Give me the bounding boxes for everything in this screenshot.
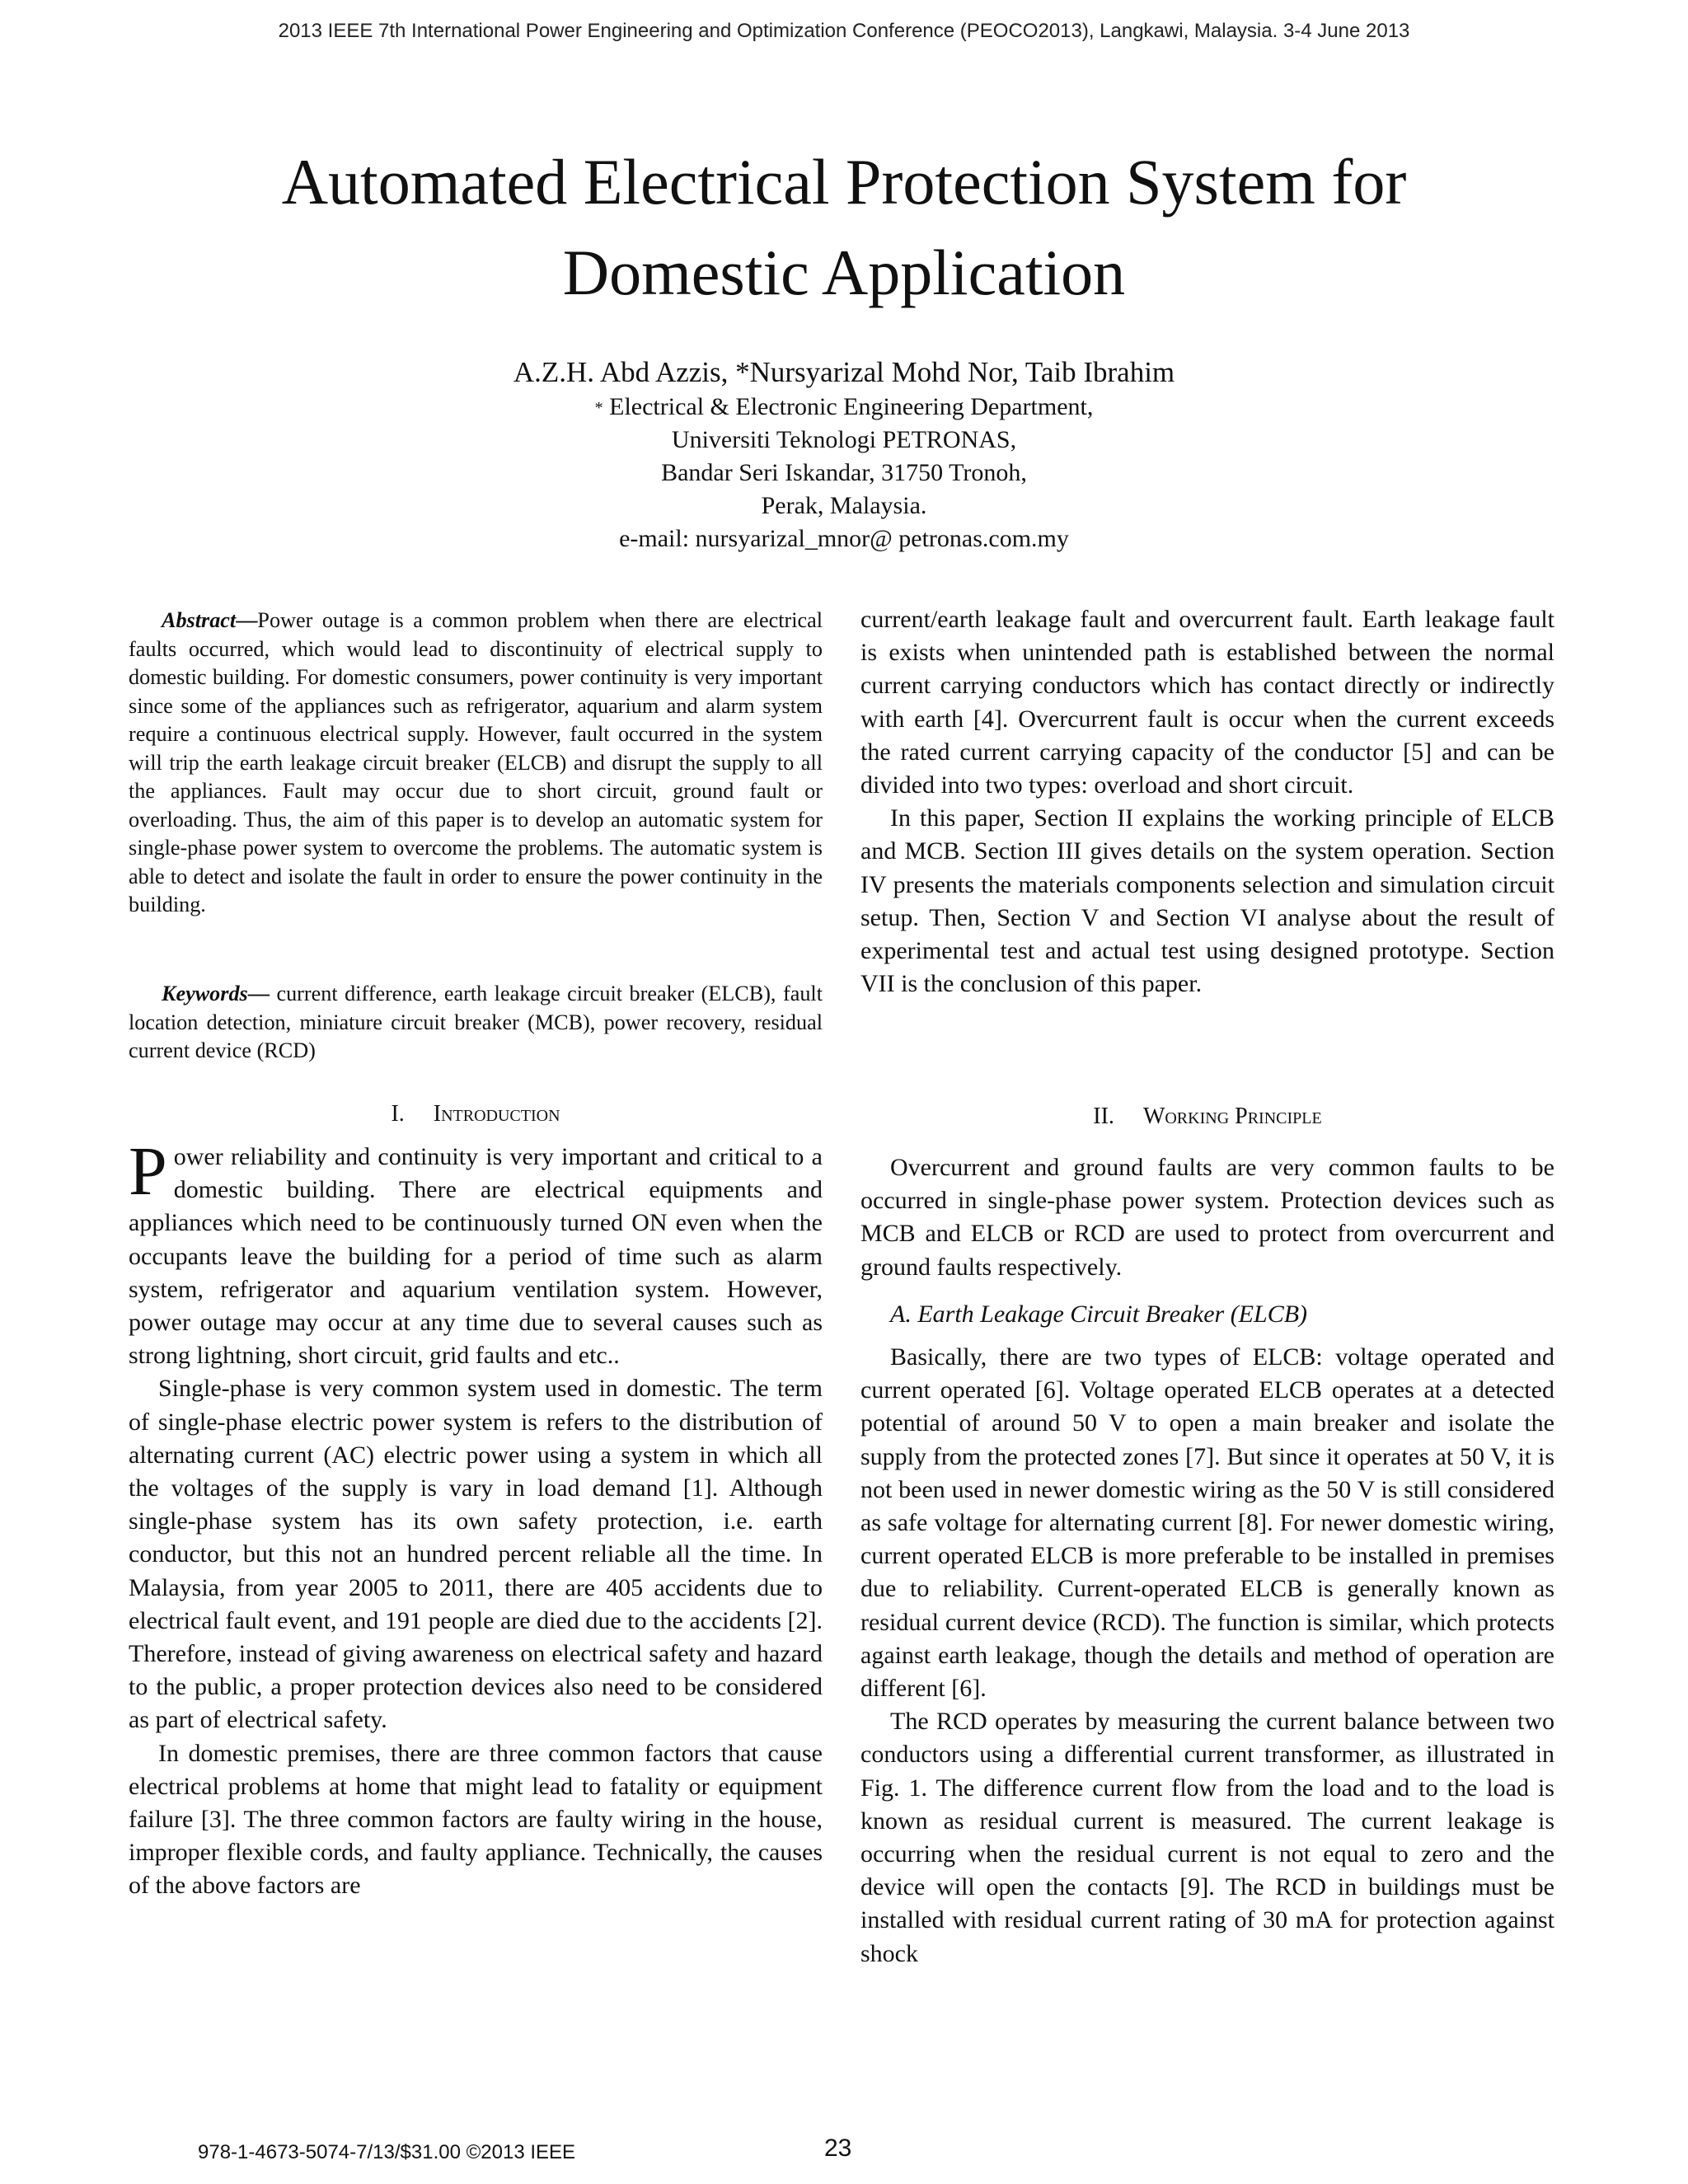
drop-cap: P — [129, 1133, 167, 1210]
paper-title-line-2: Domestic Application — [562, 237, 1126, 308]
outline-paragraph: In this paper, Section II explains the working principle of ELCB and MCB. Section III gives details on the system operation. Section IV presents the materials components selection and simulation circuit setup. Then, Section V and Section VI analyse about the result of experimental test and actual test using designed prototype. Section VII is the conclusion of this paper. — [860, 804, 1554, 998]
section-2-body — [860, 1341, 1554, 1971]
elcb-paragraph-2: The RCD operates by measuring the current balance between two conductors using a differential current transformer, as illustrated in Fig. 1. The difference current flow from the load and to the load is known as residual current is measured. The current leakage is occurring when the residual current is not equal to zero and the device will open the contacts [9]. The RCD in buildings must be installed with residual current rating of 30 mA for protection against shock — [860, 1708, 1554, 1967]
affiliation-state: Perak, Malaysia. — [761, 492, 927, 519]
keywords-text: current difference, earth leakage circuit breaker (ELCB), fault location detection, miniature circuit breaker (MCB), power recovery, residual current device (RCD) — [129, 982, 823, 1062]
intro-paragraph-2: Single-phase is very common system used in domestic. The term of single-phase electric power system is refers to the distribution of alternating current (AC) electric power using a system in which all the voltages of the supply is vary in load demand [1]. Although single-phase system has its own safety protection, i.e. earth conductor, but this not an hundred percent reliable all the time. In Malaysia, from year 2005 to 2011, there are 405 accidents due to electrical fault event, and 191 people are died due to the accidents [2]. Therefore, instead of giving awareness on electrical safety and hazard to the public, a proper protection devices also need to be considered as part of electrical safety. — [129, 1375, 823, 1734]
section-2-heading: II. Working Principle — [1093, 1104, 1322, 1129]
elcb-paragraph-1: Basically, there are two types of ELCB: voltage operated and current operated [6]. Voltage operated ELCB operates at a detected potential of around 50 V to open a main breaker and isolate the supply from the protected zones [7]. But since it operates at 50 V, it is not been used in newer domestic wiring as the 50 V is still considered as safe voltage for alternating current [8]. For newer domestic wiring, current operated ELCB is more preferable to be installed in premises due to reliability. Current-operated ELCB is generally known as residual current device (RCD). The function is similar, which protects against earth leakage, though the details and method of operation are different [6]. — [860, 1343, 1554, 1703]
intro-paragraph-3: In domestic premises, there are three common factors that cause electrical problems at home that might lead to fatality or equipment failure [3]. The three common factors are faulty wiring in the house, improper flexible cords, and faulty appliance. Technically, the causes of the above factors are — [129, 1739, 823, 1900]
abstract-label: Abstract — [162, 608, 237, 632]
section-1-heading: I. Introduction — [391, 1101, 560, 1127]
keywords: Keywords— current difference, earth leakage circuit breaker (ELCB), fault location detection, miniature circuit breaker (MCB), power recovery, residual current device (RCD) — [129, 982, 823, 1062]
abstract: Abstract—Power outage is a common problem when there are electrical faults occurred, which would lead to discontinuity of electrical supply to domestic building. For domestic consumers, power continuity is very important since some of the appliances such as refrigerator, aquarium and alarm system require a continuous electrical supply. However, fault occurred in the system will trip the earth leakage circuit breaker (ELCB) and disrupt the supply to all the appliances. Fault may occur due to short circuit, ground fault or overloading. Thus, the aim of this paper is to develop an automatic system for single-phase power system to overcome the problems. The automatic system is able to detect and isolate the fault in order to ensure the power continuity in the building. — [129, 608, 823, 916]
keywords-label: Keywords — [162, 982, 248, 1005]
affiliation-department: * Electrical & Electronic Engineering Department, — [594, 393, 1094, 420]
page-number: 23 — [824, 2135, 852, 2162]
paper-title-line-1: Automated Electrical Protection System for — [281, 146, 1407, 218]
intro-paragraph-1: Power reliability and continuity is very important and critical to a domestic building. There are electrical equipments and appliances which need to be continuously turned ON even when the occupants leave the building for a period of time such as alarm system, refrigerator and aquarium ventilation system. However, power outage may occur at any time due to several causes such as strong lightning, short circuit, grid faults and etc.. — [129, 1133, 823, 1370]
right-column-top — [860, 603, 1554, 1001]
abstract-text: Power outage is a common problem when there are electrical faults occurred, which would lead to discontinuity of electrical supply to domestic building. For domestic consumers, power continuity is very important since some of the appliances such as refrigerator, aquarium and alarm system require a continuous electrical supply. However, fault occurred in the system will trip the earth leakage circuit breaker (ELCB) and disrupt the supply to all the appliances. Fault may occur due to short circuit, ground fault or overloading. Thus, the aim of this paper is to develop an automatic system for single-phase power system to overcome the problems. The automatic system is able to detect and isolate the fault in order to ensure the power continuity in the building. — [129, 608, 823, 916]
affiliation-university: Universiti Teknologi PETRONAS, — [671, 426, 1017, 453]
section-2-intro — [860, 1151, 1554, 1284]
affiliation-marker: * — [594, 399, 603, 417]
conference-header: 2013 IEEE 7th International Power Engineering and Optimization Conference (PEOCO2013), Langkawi, Malaysia. 3-4 June 2013 — [278, 20, 1410, 42]
subsection-a-heading: A. Earth Leakage Circuit Breaker (ELCB) — [890, 1301, 1308, 1328]
affiliation-address: Bandar Seri Iskandar, 31750 Tronoh, — [661, 459, 1027, 486]
author-list: A.Z.H. Abd Azzis, *Nursyarizal Mohd Nor, Taib Ibrahim — [513, 356, 1175, 388]
affiliation-email: e-mail: nursyarizal_mnor@ petronas.com.my — [619, 525, 1069, 552]
section-1-body — [129, 1133, 823, 1903]
continued-paragraph: current/earth leakage fault and overcurrent fault. Earth leakage fault is exists when unintended path is established between the normal current carrying conductors which has contact directly or indirectly with earth [4]. Overcurrent fault is occur when the current exceeds the rated current carrying capacity of the conductor [5] and can be divided into two types: overload and short circuit. — [860, 606, 1554, 799]
section-2-paragraph-1: Overcurrent and ground faults are very common faults to be occurred in single-phase power system. Protection devices such as MCB and ELCB or RCD are used to protect from overcurrent and ground faults respectively. — [860, 1154, 1554, 1281]
copyright-isbn: 978-1-4673-5074-7/13/$31.00 ©2013 IEEE — [198, 2141, 576, 2163]
